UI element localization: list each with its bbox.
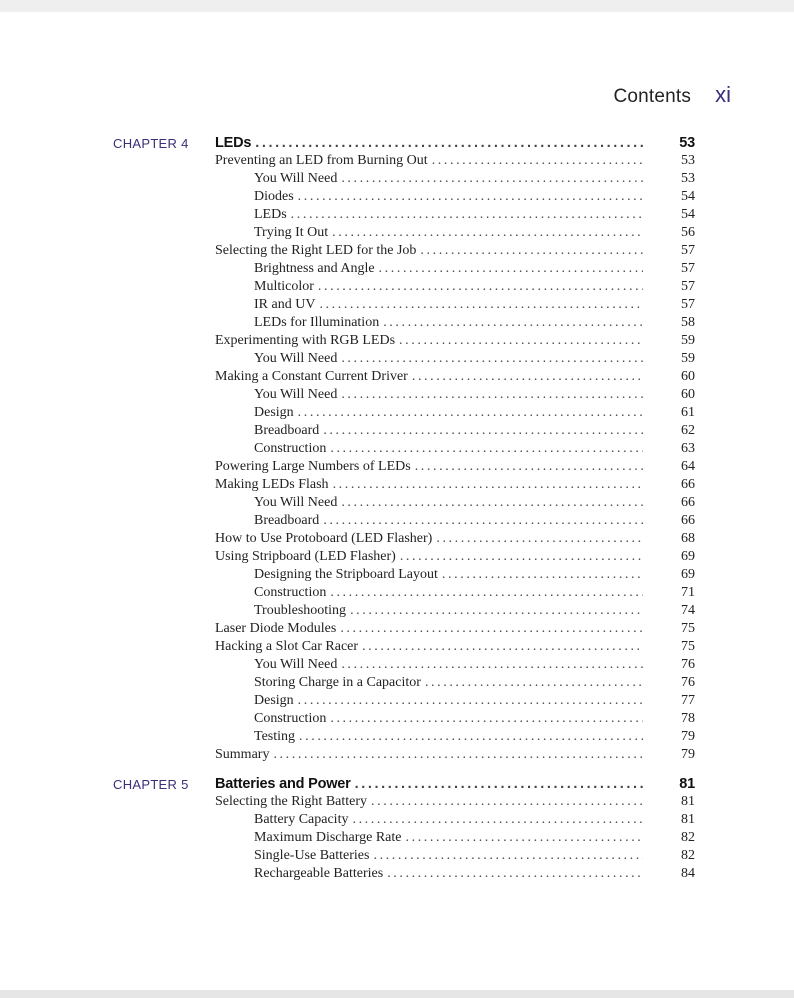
toc-subsection-row[interactable]	[215, 351, 695, 369]
entry-page: 84	[681, 866, 695, 881]
dot-leader	[352, 812, 643, 828]
entry-title: Laser Diode Modules	[215, 621, 337, 636]
entry-page: 59	[681, 333, 695, 348]
toc-subsection-row[interactable]	[215, 567, 695, 585]
entry-page: 76	[681, 675, 695, 690]
running-header	[613, 82, 731, 108]
dot-leader	[330, 711, 643, 727]
entry-page: 57	[681, 261, 695, 276]
entry-page: 66	[681, 477, 695, 492]
entry-title: You Will Need	[254, 657, 338, 672]
dot-leader	[323, 513, 643, 529]
toc-subsection-row[interactable]	[215, 189, 695, 207]
dot-leader	[406, 830, 644, 846]
chapter-title: LEDs	[215, 135, 252, 151]
dot-leader	[400, 549, 643, 565]
chapter-page: 53	[679, 135, 695, 151]
entry-page: 79	[681, 747, 695, 762]
dot-leader	[436, 531, 643, 547]
entry-page: 78	[681, 711, 695, 726]
toc-entries	[215, 153, 695, 765]
chapter-page: 81	[679, 776, 695, 792]
page-number: xi	[715, 82, 731, 107]
dot-leader	[330, 441, 643, 457]
dot-leader	[255, 135, 643, 151]
entry-title: Selecting the Right LED for the Job	[215, 243, 417, 258]
dot-leader	[415, 459, 643, 475]
toc-subsection-row[interactable]	[215, 405, 695, 423]
entry-page: 82	[681, 848, 695, 863]
toc-subsection-row[interactable]	[215, 657, 695, 675]
entry-page: 58	[681, 315, 695, 330]
chapter-title: Batteries and Power	[215, 776, 351, 792]
entry-page: 56	[681, 225, 695, 240]
toc-section-row[interactable]	[215, 333, 695, 351]
toc-subsection-row[interactable]	[215, 729, 695, 747]
dot-leader	[318, 279, 643, 295]
toc-subsection-row[interactable]	[215, 387, 695, 405]
entry-title: Breadboard	[254, 423, 320, 438]
entry-page: 54	[681, 207, 695, 222]
toc-subsection-row[interactable]	[215, 225, 695, 243]
entry-title: Construction	[254, 441, 327, 456]
entry-title: Construction	[254, 711, 327, 726]
viewer-bottom-strip	[0, 990, 794, 998]
entry-title: Maximum Discharge Rate	[254, 830, 402, 845]
entry-page: 81	[681, 794, 695, 809]
toc-section-row[interactable]	[215, 794, 695, 812]
entry-title: Single-Use Batteries	[254, 848, 370, 863]
dot-leader	[442, 567, 643, 583]
toc-section-row[interactable]	[215, 477, 695, 495]
dot-leader	[420, 243, 643, 259]
entry-title: Hacking a Slot Car Racer	[215, 639, 359, 654]
entry-page: 75	[681, 639, 695, 654]
entry-page: 81	[681, 812, 695, 827]
dot-leader	[373, 848, 643, 864]
entry-page: 75	[681, 621, 695, 636]
entry-page: 53	[681, 171, 695, 186]
toc-subsection-row[interactable]	[215, 513, 695, 531]
dot-leader	[412, 369, 643, 385]
entry-title: Experimenting with RGB LEDs	[215, 333, 396, 348]
entry-page: 69	[681, 567, 695, 582]
entry-title: Powering Large Numbers of LEDs	[215, 459, 411, 474]
entry-title: Making a Constant Current Driver	[215, 369, 408, 384]
toc-section-row[interactable]	[215, 639, 695, 657]
entry-title: Using Stripboard (LED Flasher)	[215, 549, 396, 564]
entry-page: 62	[681, 423, 695, 438]
toc-section-row[interactable]	[215, 747, 695, 765]
entry-page: 76	[681, 657, 695, 672]
entry-page: 64	[681, 459, 695, 474]
dot-leader	[379, 261, 643, 277]
dot-leader	[341, 351, 643, 367]
dot-leader	[298, 405, 643, 421]
toc-subsection-row[interactable]	[215, 603, 695, 621]
toc-section-row[interactable]	[215, 531, 695, 549]
entry-page: 79	[681, 729, 695, 744]
entry-page: 77	[681, 693, 695, 708]
toc-section-row[interactable]	[215, 153, 695, 171]
toc-entries	[215, 794, 695, 884]
toc-subsection-row[interactable]	[215, 585, 695, 603]
entry-title: Designing the Stripboard Layout	[254, 567, 438, 582]
dot-leader	[355, 776, 643, 792]
entry-title: You Will Need	[254, 351, 338, 366]
entry-title: Selecting the Right Battery	[215, 794, 368, 809]
toc-section-row[interactable]	[215, 621, 695, 639]
toc-list	[215, 776, 695, 884]
dot-leader	[340, 621, 643, 637]
entry-page: 57	[681, 279, 695, 294]
toc-subsection-row[interactable]	[215, 279, 695, 297]
entry-page: 74	[681, 603, 695, 618]
header-title: Contents	[613, 86, 692, 107]
entry-page: 66	[681, 513, 695, 528]
entry-page: 54	[681, 189, 695, 204]
entry-title: LEDs	[254, 207, 287, 222]
entry-title: LEDs for Illumination	[254, 315, 380, 330]
entry-page: 69	[681, 549, 695, 564]
entry-page: 57	[681, 243, 695, 258]
toc-section-row[interactable]	[215, 459, 695, 477]
entry-title: Design	[254, 405, 294, 420]
entry-page: 71	[681, 585, 695, 600]
entry-title: IR and UV	[254, 297, 316, 312]
entry-title: Testing	[254, 729, 296, 744]
entry-title: Troubleshooting	[254, 603, 347, 618]
toc-subsection-row[interactable]	[215, 693, 695, 711]
toc-subsection-row[interactable]	[215, 830, 695, 848]
toc-subsection-row[interactable]	[215, 495, 695, 513]
dot-leader	[350, 603, 643, 619]
dot-leader	[298, 189, 643, 205]
entry-title: Storing Charge in a Capacitor	[254, 675, 421, 690]
entry-page: 66	[681, 495, 695, 510]
entry-page: 60	[681, 369, 695, 384]
entry-title: Rechargeable Batteries	[254, 866, 384, 881]
entry-title: Summary	[215, 747, 270, 762]
toc-section-row[interactable]	[215, 549, 695, 567]
toc-subsection-row[interactable]	[215, 207, 695, 225]
chapter-label: CHAPTER 4	[113, 136, 189, 151]
dot-leader	[387, 866, 643, 882]
entry-page: 61	[681, 405, 695, 420]
entry-page: 60	[681, 387, 695, 402]
entry-title: Breadboard	[254, 513, 320, 528]
toc-subsection-row[interactable]	[215, 297, 695, 315]
dot-leader	[291, 207, 643, 223]
entry-page: 53	[681, 153, 695, 168]
dot-leader	[330, 585, 643, 601]
entry-page: 82	[681, 830, 695, 845]
entry-title: Design	[254, 693, 294, 708]
chapter-title-row[interactable]	[215, 776, 695, 794]
entry-title: Making LEDs Flash	[215, 477, 329, 492]
dot-leader	[341, 387, 643, 403]
entry-page: 63	[681, 441, 695, 456]
entry-title: Brightness and Angle	[254, 261, 375, 276]
toc-subsection-row[interactable]	[215, 441, 695, 459]
entry-title: You Will Need	[254, 171, 338, 186]
toc-section-row[interactable]	[215, 243, 695, 261]
toc-subsection-row[interactable]	[215, 315, 695, 333]
dot-leader	[383, 315, 643, 331]
toc-subsection-row[interactable]	[215, 812, 695, 830]
toc-subsection-row[interactable]	[215, 423, 695, 441]
dot-leader	[399, 333, 643, 349]
book-page	[0, 12, 794, 990]
entry-title: Battery Capacity	[254, 812, 349, 827]
entry-title: You Will Need	[254, 387, 338, 402]
entry-title: Multicolor	[254, 279, 314, 294]
entry-title: How to Use Protoboard (LED Flasher)	[215, 531, 433, 546]
dot-leader	[341, 657, 643, 673]
dot-leader	[371, 794, 643, 810]
dot-leader	[332, 225, 643, 241]
dot-leader	[333, 477, 643, 493]
toc-subsection-row[interactable]	[215, 711, 695, 729]
dot-leader	[273, 747, 643, 763]
entry-page: 57	[681, 297, 695, 312]
toc-subsection-row[interactable]	[215, 848, 695, 866]
dot-leader	[341, 171, 643, 187]
toc-section-row[interactable]	[215, 369, 695, 387]
chapter-title-row[interactable]	[215, 135, 695, 153]
chapter-label: CHAPTER 5	[113, 777, 189, 792]
entry-title: Trying It Out	[254, 225, 329, 240]
entry-title: Construction	[254, 585, 327, 600]
dot-leader	[298, 693, 643, 709]
dot-leader	[341, 495, 643, 511]
entry-title: You Will Need	[254, 495, 338, 510]
entry-title: Preventing an LED from Burning Out	[215, 153, 428, 168]
toc-subsection-row[interactable]	[215, 171, 695, 189]
dot-leader	[319, 297, 643, 313]
toc-list	[215, 135, 695, 765]
dot-leader	[425, 675, 643, 691]
toc-subsection-row[interactable]	[215, 261, 695, 279]
dot-leader	[362, 639, 643, 655]
entry-page: 59	[681, 351, 695, 366]
entry-title: Diodes	[254, 189, 294, 204]
dot-leader	[299, 729, 643, 745]
toc-subsection-row[interactable]	[215, 866, 695, 884]
toc-subsection-row[interactable]	[215, 675, 695, 693]
dot-leader	[432, 153, 643, 169]
entry-page: 68	[681, 531, 695, 546]
dot-leader	[323, 423, 643, 439]
